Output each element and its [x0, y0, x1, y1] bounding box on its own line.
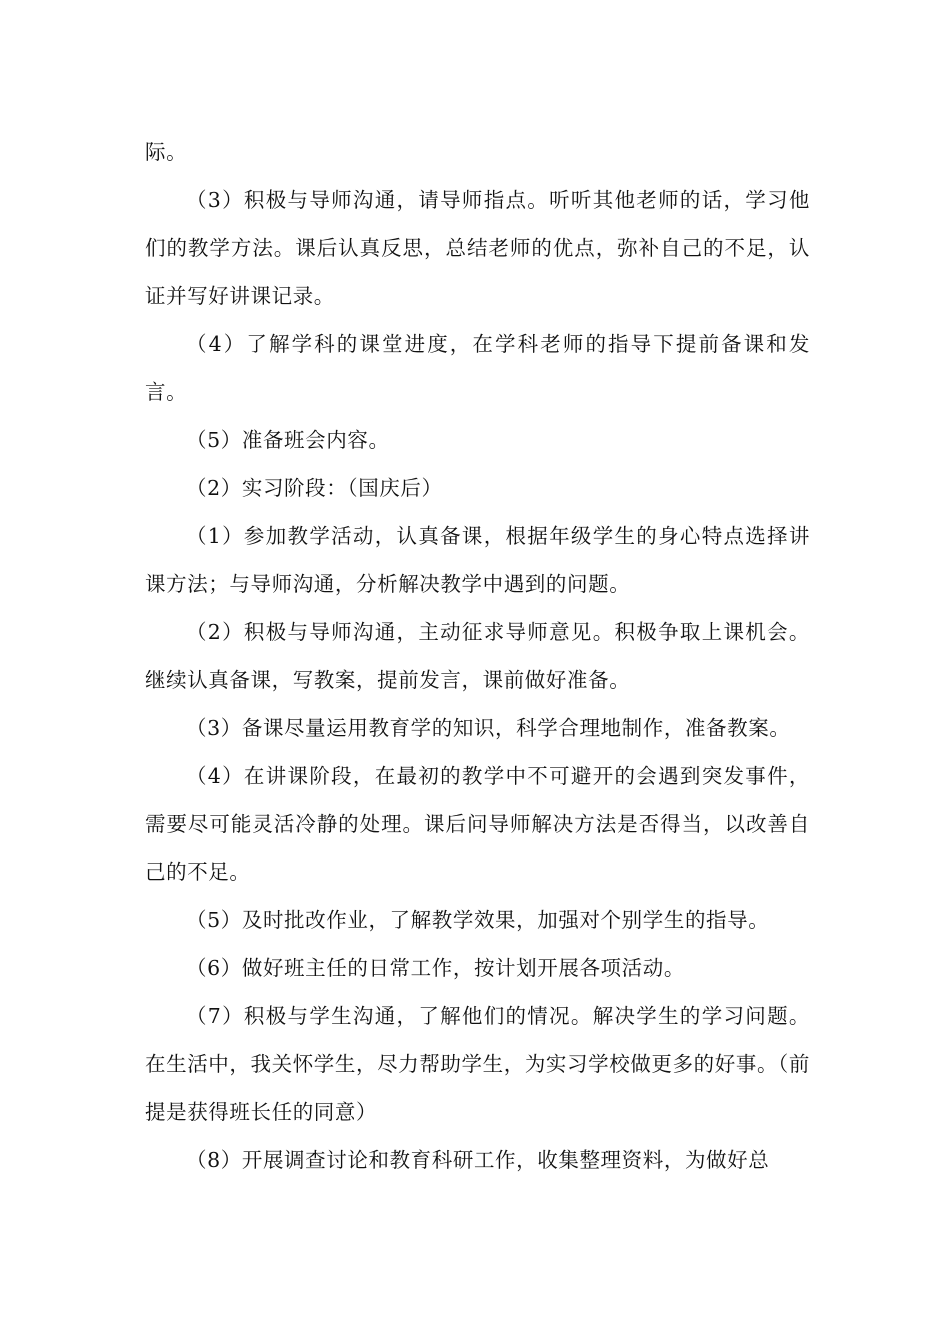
paragraph-7: （3）备课尽量运用教育学的知识，科学合理地制作，准备教案。 [186, 716, 791, 740]
document-body [145, 128, 810, 1184]
paragraph-1: （3）积极与导师沟通，请导师指点。听听其他老师的话，学习他们的教学方法。课后认真反思，总结老师的优点，弥补自己的不足，认证并写好讲课记录。 [145, 188, 810, 308]
paragraph-9: （5）及时批改作业，了解教学效果，加强对个别学生的指导。 [186, 908, 770, 932]
paragraph-2: （4）了解学科的课堂进度，在学科老师的指导下提前备课和发言。 [145, 332, 810, 404]
paragraph-11: （7）积极与学生沟通，了解他们的情况。解决学生的学习问题。在生活中，我关怀学生，尽力帮助学生，为实习学校做更多的好事。（前提是获得班长任的同意） [145, 1004, 810, 1124]
paragraph-4: （2）实习阶段：（国庆后） [186, 476, 443, 500]
paragraph-5: （1）参加教学活动，认真备课，根据年级学生的身心特点选择讲课方法；与导师沟通，分析解决教学中遇到的问题。 [145, 524, 810, 596]
paragraph-3: （5）准备班会内容。 [186, 428, 390, 452]
paragraph-0: 际。 [145, 140, 188, 164]
paragraph-8: （4）在讲课阶段，在最初的教学中不可避开的会遇到突发事件，需要尽可能灵活冷静的处理。课后问导师解决方法是否得当，以改善自己的不足。 [145, 764, 810, 884]
paragraph-6: （2）积极与导师沟通，主动征求导师意见。积极争取上课机会。继续认真备课，写教案，提前发言，课前做好准备。 [145, 620, 810, 692]
paragraph-12: （8）开展调查讨论和教育科研工作，收集整理资料，为做好总 [186, 1148, 770, 1172]
paragraph-10: （6）做好班主任的日常工作，按计划开展各项活动。 [186, 956, 685, 980]
